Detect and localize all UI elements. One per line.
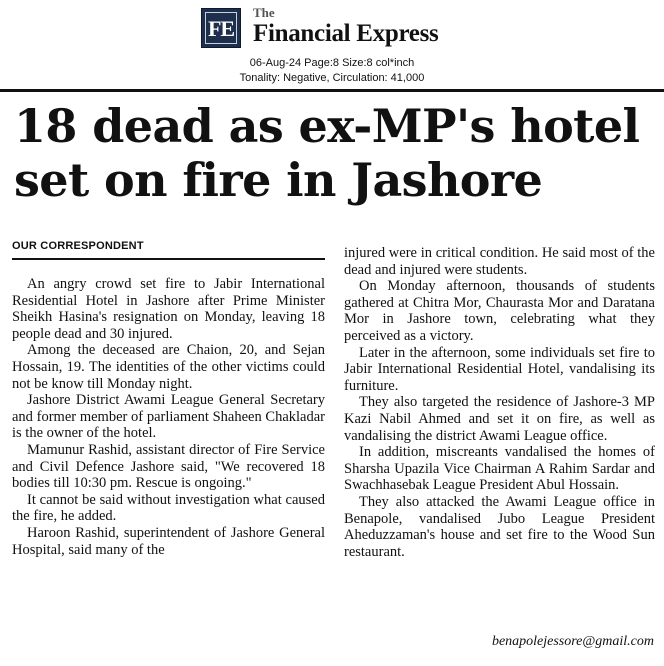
paragraph: In addition, miscreants vandalised the homes of Sharsha Upazila Vice Chairman A Rahim Sardar and Swachhasebak League President Abul Hossain. (344, 444, 655, 494)
paragraph: Later in the afternoon, some individuals set fire to Jabir International Residential Hotel, vandalising its furniture. (344, 344, 655, 394)
article-headline (14, 99, 662, 207)
masthead-the: The (253, 5, 275, 20)
paragraph: Haroon Rashid, superintendent of Jashore General Hospital, said many of the (12, 524, 325, 558)
paragraph: Jashore District Awami League General Secretary and former member of parliament Shaheen Chakladar is the owner of the hotel. (12, 392, 325, 442)
article-column-left (12, 276, 325, 558)
clipping-meta-date-page: 06-Aug-24 Page:8 Size:8 col*inch (249, 57, 415, 69)
masthead-paper-name: Financial Express (253, 20, 439, 47)
paragraph: They also targeted the residence of Jashore-3 MP Kazi Nabil Ahmed and set it on fire, as well as vandalising the district Awami League office. (344, 394, 655, 444)
fe-logo-text: FE (205, 12, 237, 44)
headline-line-2: set on fire in Jashore (14, 153, 543, 207)
paragraph: Among the deceased are Chaion, 20, and Sejan Hossain, 19. The identities of the other victims could not be know till Monday night. (12, 342, 325, 392)
byline: OUR CORRESPONDENT (12, 240, 144, 252)
byline-rule (12, 258, 325, 260)
clipping-meta-tonality: Tonality: Negative, Circulation: 41,000 (239, 72, 425, 84)
paragraph: Mamunur Rashid, assistant director of Fire Service and Civil Defence Jashore said, "We recovered 18 bodies till 10:30 pm. Rescue is ongoing." (12, 441, 325, 492)
fe-logo (201, 8, 241, 48)
paragraph: On Monday afternoon, thousands of students gathered at Chitra Mor, Chaurasta Mor and Daratana Mor in Jashore town, celebrating what they perceived as a victory. (344, 278, 655, 344)
headline-line-1: 18 dead as ex-MP's hotel (14, 99, 640, 153)
article-column-right (344, 245, 655, 560)
author-email: benapolejessore@gmail.com (491, 634, 654, 649)
paragraph: They also attacked the Awami League office in Benapole, vandalised Jubo League President Aheduzzaman's house and set fire to the Wood Sun restaurant. (344, 493, 655, 560)
paragraph: It cannot be said without investigation what caused the fire, he added. (12, 491, 325, 525)
top-rule (0, 89, 664, 92)
paragraph: An angry crowd set fire to Jabir International Residential Hotel in Jashore after Prime Minister Sheikh Hasina's resignation on Monday, leaving 18 people dead and 30 injured. (12, 276, 325, 342)
paragraph-continued: injured were in critical condition. He said most of the dead and injured were students. (344, 245, 655, 278)
